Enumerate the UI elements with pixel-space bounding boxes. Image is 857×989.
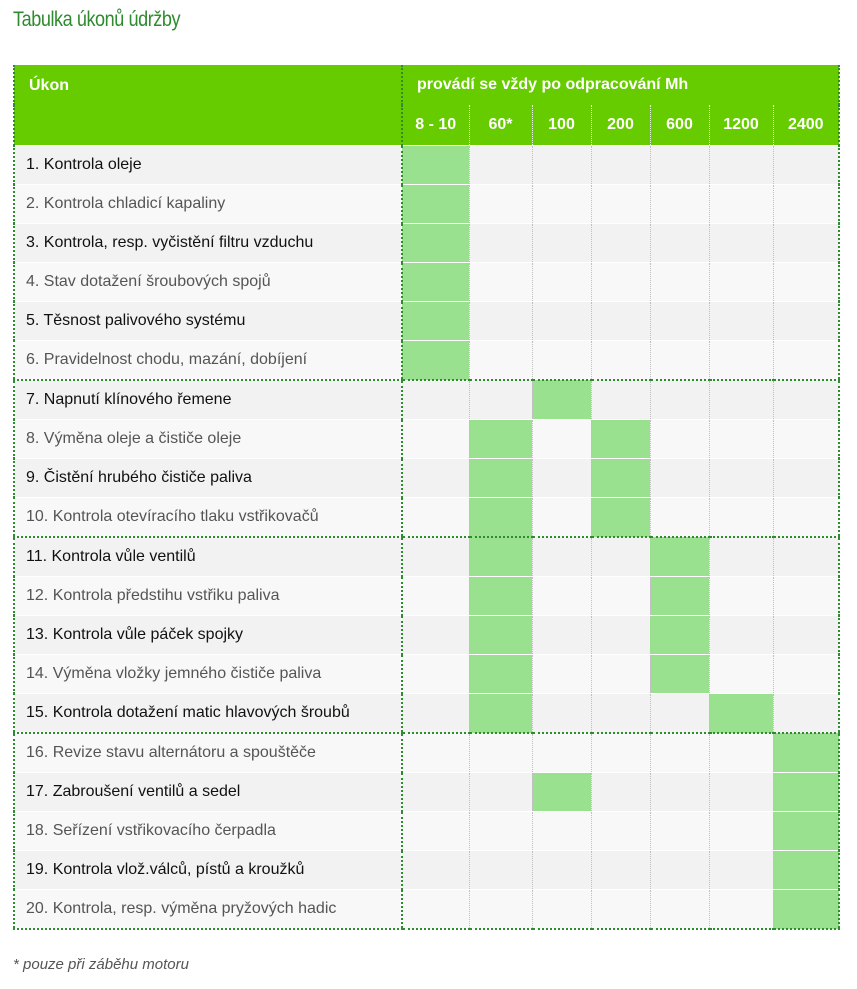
footnote: * pouze při záběhu motoru xyxy=(13,956,189,973)
header-row-top xyxy=(14,65,839,105)
interval-cell xyxy=(532,694,591,734)
interval-mark-cell xyxy=(591,498,650,538)
interval-mark-cell xyxy=(469,459,532,498)
task-label: 20. Kontrola, resp. výměna pryžových hadic xyxy=(14,890,402,930)
interval-cell xyxy=(650,302,709,341)
interval-mark-cell xyxy=(650,577,709,616)
interval-cell xyxy=(650,263,709,302)
interval-cell xyxy=(773,263,839,302)
interval-cell xyxy=(532,655,591,694)
table-row xyxy=(14,263,839,302)
interval-cell xyxy=(773,420,839,459)
interval-header: 60* xyxy=(469,105,532,146)
interval-cell xyxy=(591,694,650,734)
interval-cell xyxy=(709,380,773,420)
interval-cell xyxy=(532,263,591,302)
interval-cell xyxy=(773,616,839,655)
interval-cell xyxy=(532,733,591,773)
interval-mark-cell xyxy=(469,694,532,734)
interval-cell xyxy=(650,146,709,185)
interval-header: 1200 xyxy=(709,105,773,146)
interval-cell xyxy=(469,773,532,812)
table-row xyxy=(14,498,839,538)
interval-cell xyxy=(591,341,650,381)
interval-cell xyxy=(469,224,532,263)
interval-cell xyxy=(709,498,773,538)
table-row xyxy=(14,420,839,459)
interval-cell xyxy=(469,851,532,890)
interval-cell xyxy=(650,185,709,224)
page-title: Tabulka úkonů údržby xyxy=(13,8,181,31)
interval-cell xyxy=(709,263,773,302)
interval-cell xyxy=(532,616,591,655)
interval-cell xyxy=(650,341,709,381)
table-row xyxy=(14,694,839,734)
interval-cell xyxy=(773,577,839,616)
interval-cell xyxy=(591,851,650,890)
interval-header: 8 - 10 xyxy=(402,105,469,146)
interval-cell xyxy=(402,694,469,734)
interval-cell xyxy=(532,224,591,263)
interval-cell xyxy=(709,420,773,459)
interval-cell xyxy=(709,146,773,185)
interval-mark-cell xyxy=(650,655,709,694)
interval-mark-cell xyxy=(402,185,469,224)
interval-cell xyxy=(532,812,591,851)
interval-cell xyxy=(532,302,591,341)
interval-cell xyxy=(532,537,591,577)
table-row xyxy=(14,812,839,851)
maintenance-table xyxy=(13,65,840,930)
interval-cell xyxy=(650,380,709,420)
interval-mark-cell xyxy=(469,420,532,459)
interval-mark-cell xyxy=(773,812,839,851)
interval-cell xyxy=(591,263,650,302)
interval-cell xyxy=(591,537,650,577)
interval-cell xyxy=(532,459,591,498)
interval-cell xyxy=(709,890,773,930)
interval-cell xyxy=(402,851,469,890)
interval-cell xyxy=(773,146,839,185)
interval-cell xyxy=(773,459,839,498)
interval-cell xyxy=(532,498,591,538)
interval-cell xyxy=(532,185,591,224)
interval-cell xyxy=(709,537,773,577)
interval-cell xyxy=(591,812,650,851)
interval-cell xyxy=(402,420,469,459)
task-label: 2. Kontrola chladicí kapaliny xyxy=(14,185,402,224)
interval-mark-cell xyxy=(773,773,839,812)
interval-cell xyxy=(709,616,773,655)
interval-cell xyxy=(402,380,469,420)
interval-cell xyxy=(591,890,650,930)
interval-mark-cell xyxy=(402,146,469,185)
interval-cell xyxy=(591,655,650,694)
interval-cell xyxy=(469,380,532,420)
interval-cell xyxy=(773,655,839,694)
interval-cell xyxy=(469,263,532,302)
interval-cell xyxy=(773,341,839,381)
interval-mark-cell xyxy=(650,616,709,655)
interval-cell xyxy=(402,498,469,538)
interval-mark-cell xyxy=(591,459,650,498)
interval-cell xyxy=(532,890,591,930)
interval-cell xyxy=(650,420,709,459)
table-row xyxy=(14,459,839,498)
interval-mark-cell xyxy=(469,537,532,577)
interval-cell xyxy=(402,616,469,655)
task-label: 19. Kontrola vlož.válců, pístů a kroužků xyxy=(14,851,402,890)
interval-cell xyxy=(650,773,709,812)
table-row xyxy=(14,773,839,812)
task-label: 11. Kontrola vůle ventilů xyxy=(14,537,402,577)
table-row xyxy=(14,616,839,655)
interval-cell xyxy=(709,655,773,694)
interval-cell xyxy=(650,733,709,773)
interval-cell xyxy=(709,185,773,224)
interval-cell xyxy=(469,812,532,851)
table-row xyxy=(14,851,839,890)
interval-cell xyxy=(773,302,839,341)
table-row xyxy=(14,302,839,341)
interval-cell xyxy=(469,733,532,773)
interval-cell xyxy=(469,185,532,224)
interval-cell xyxy=(650,498,709,538)
interval-cell xyxy=(402,890,469,930)
table-row xyxy=(14,655,839,694)
interval-cell xyxy=(591,185,650,224)
interval-cell xyxy=(650,851,709,890)
table-row xyxy=(14,146,839,185)
table-row xyxy=(14,341,839,381)
interval-mark-cell xyxy=(469,655,532,694)
interval-cell xyxy=(469,302,532,341)
interval-mark-cell xyxy=(402,302,469,341)
interval-cell xyxy=(402,577,469,616)
interval-mark-cell xyxy=(773,890,839,930)
interval-mark-cell xyxy=(532,380,591,420)
interval-cell xyxy=(591,733,650,773)
interval-cell xyxy=(709,459,773,498)
interval-cell xyxy=(591,224,650,263)
interval-mark-cell xyxy=(709,694,773,734)
task-label: 18. Seřízení vstřikovacího čerpadla xyxy=(14,812,402,851)
interval-cell xyxy=(709,812,773,851)
interval-group-header: provádí se vždy po odpracování Mh xyxy=(402,65,839,105)
interval-cell xyxy=(773,694,839,734)
interval-cell xyxy=(709,577,773,616)
interval-cell xyxy=(402,537,469,577)
interval-cell xyxy=(402,733,469,773)
interval-cell xyxy=(532,851,591,890)
task-label: 16. Revize stavu alternátoru a spouštěče xyxy=(14,733,402,773)
interval-mark-cell xyxy=(469,498,532,538)
interval-cell xyxy=(650,890,709,930)
interval-cell xyxy=(773,185,839,224)
interval-mark-cell xyxy=(773,733,839,773)
interval-cell xyxy=(532,577,591,616)
interval-header: 2400 xyxy=(773,105,839,146)
task-label: 9. Čistění hrubého čističe paliva xyxy=(14,459,402,498)
table-row xyxy=(14,733,839,773)
interval-cell xyxy=(469,341,532,381)
table-body xyxy=(14,146,839,930)
task-label: 10. Kontrola otevíracího tlaku vstřikovačů xyxy=(14,498,402,538)
interval-mark-cell xyxy=(469,616,532,655)
task-label: 4. Stav dotažení šroubových spojů xyxy=(14,263,402,302)
action-column-header: Úkon xyxy=(14,65,402,146)
interval-mark-cell xyxy=(773,851,839,890)
interval-cell xyxy=(532,341,591,381)
interval-cell xyxy=(532,146,591,185)
table-row xyxy=(14,185,839,224)
interval-cell xyxy=(709,302,773,341)
task-label: 17. Zabroušení ventilů a sedel xyxy=(14,773,402,812)
interval-cell xyxy=(591,616,650,655)
interval-header: 100 xyxy=(532,105,591,146)
interval-cell xyxy=(709,341,773,381)
interval-cell xyxy=(591,773,650,812)
interval-cell xyxy=(709,773,773,812)
task-label: 1. Kontrola oleje xyxy=(14,146,402,185)
interval-cell xyxy=(402,812,469,851)
interval-mark-cell xyxy=(532,773,591,812)
task-label: 14. Výměna vložky jemného čističe paliva xyxy=(14,655,402,694)
task-label: 12. Kontrola předstihu vstřiku paliva xyxy=(14,577,402,616)
interval-cell xyxy=(773,380,839,420)
interval-mark-cell xyxy=(402,341,469,381)
task-label: 7. Napnutí klínového řemene xyxy=(14,380,402,420)
task-label: 13. Kontrola vůle páček spojky xyxy=(14,616,402,655)
table-row xyxy=(14,380,839,420)
interval-cell xyxy=(591,302,650,341)
interval-cell xyxy=(469,890,532,930)
interval-cell xyxy=(650,812,709,851)
interval-header: 600 xyxy=(650,105,709,146)
interval-mark-cell xyxy=(469,577,532,616)
interval-cell xyxy=(532,420,591,459)
interval-cell xyxy=(709,224,773,263)
table-row xyxy=(14,224,839,263)
task-label: 5. Těsnost palivového systému xyxy=(14,302,402,341)
interval-cell xyxy=(591,380,650,420)
interval-cell xyxy=(402,459,469,498)
interval-cell xyxy=(591,146,650,185)
interval-mark-cell xyxy=(650,537,709,577)
task-label: 15. Kontrola dotažení matic hlavových šroubů xyxy=(14,694,402,734)
interval-cell xyxy=(709,733,773,773)
table-row xyxy=(14,577,839,616)
interval-cell xyxy=(773,498,839,538)
task-label: 8. Výměna oleje a čističe oleje xyxy=(14,420,402,459)
table-row xyxy=(14,537,839,577)
interval-cell xyxy=(709,851,773,890)
interval-cell xyxy=(650,459,709,498)
interval-cell xyxy=(402,655,469,694)
interval-mark-cell xyxy=(402,263,469,302)
interval-cell xyxy=(773,224,839,263)
interval-cell xyxy=(402,773,469,812)
table-row xyxy=(14,890,839,930)
interval-cell xyxy=(773,537,839,577)
interval-cell xyxy=(469,146,532,185)
interval-cell xyxy=(591,577,650,616)
interval-cell xyxy=(650,224,709,263)
task-label: 3. Kontrola, resp. vyčistění filtru vzduchu xyxy=(14,224,402,263)
interval-mark-cell xyxy=(591,420,650,459)
interval-mark-cell xyxy=(402,224,469,263)
interval-cell xyxy=(650,694,709,734)
task-label: 6. Pravidelnost chodu, mazání, dobíjení xyxy=(14,341,402,381)
interval-header: 200 xyxy=(591,105,650,146)
